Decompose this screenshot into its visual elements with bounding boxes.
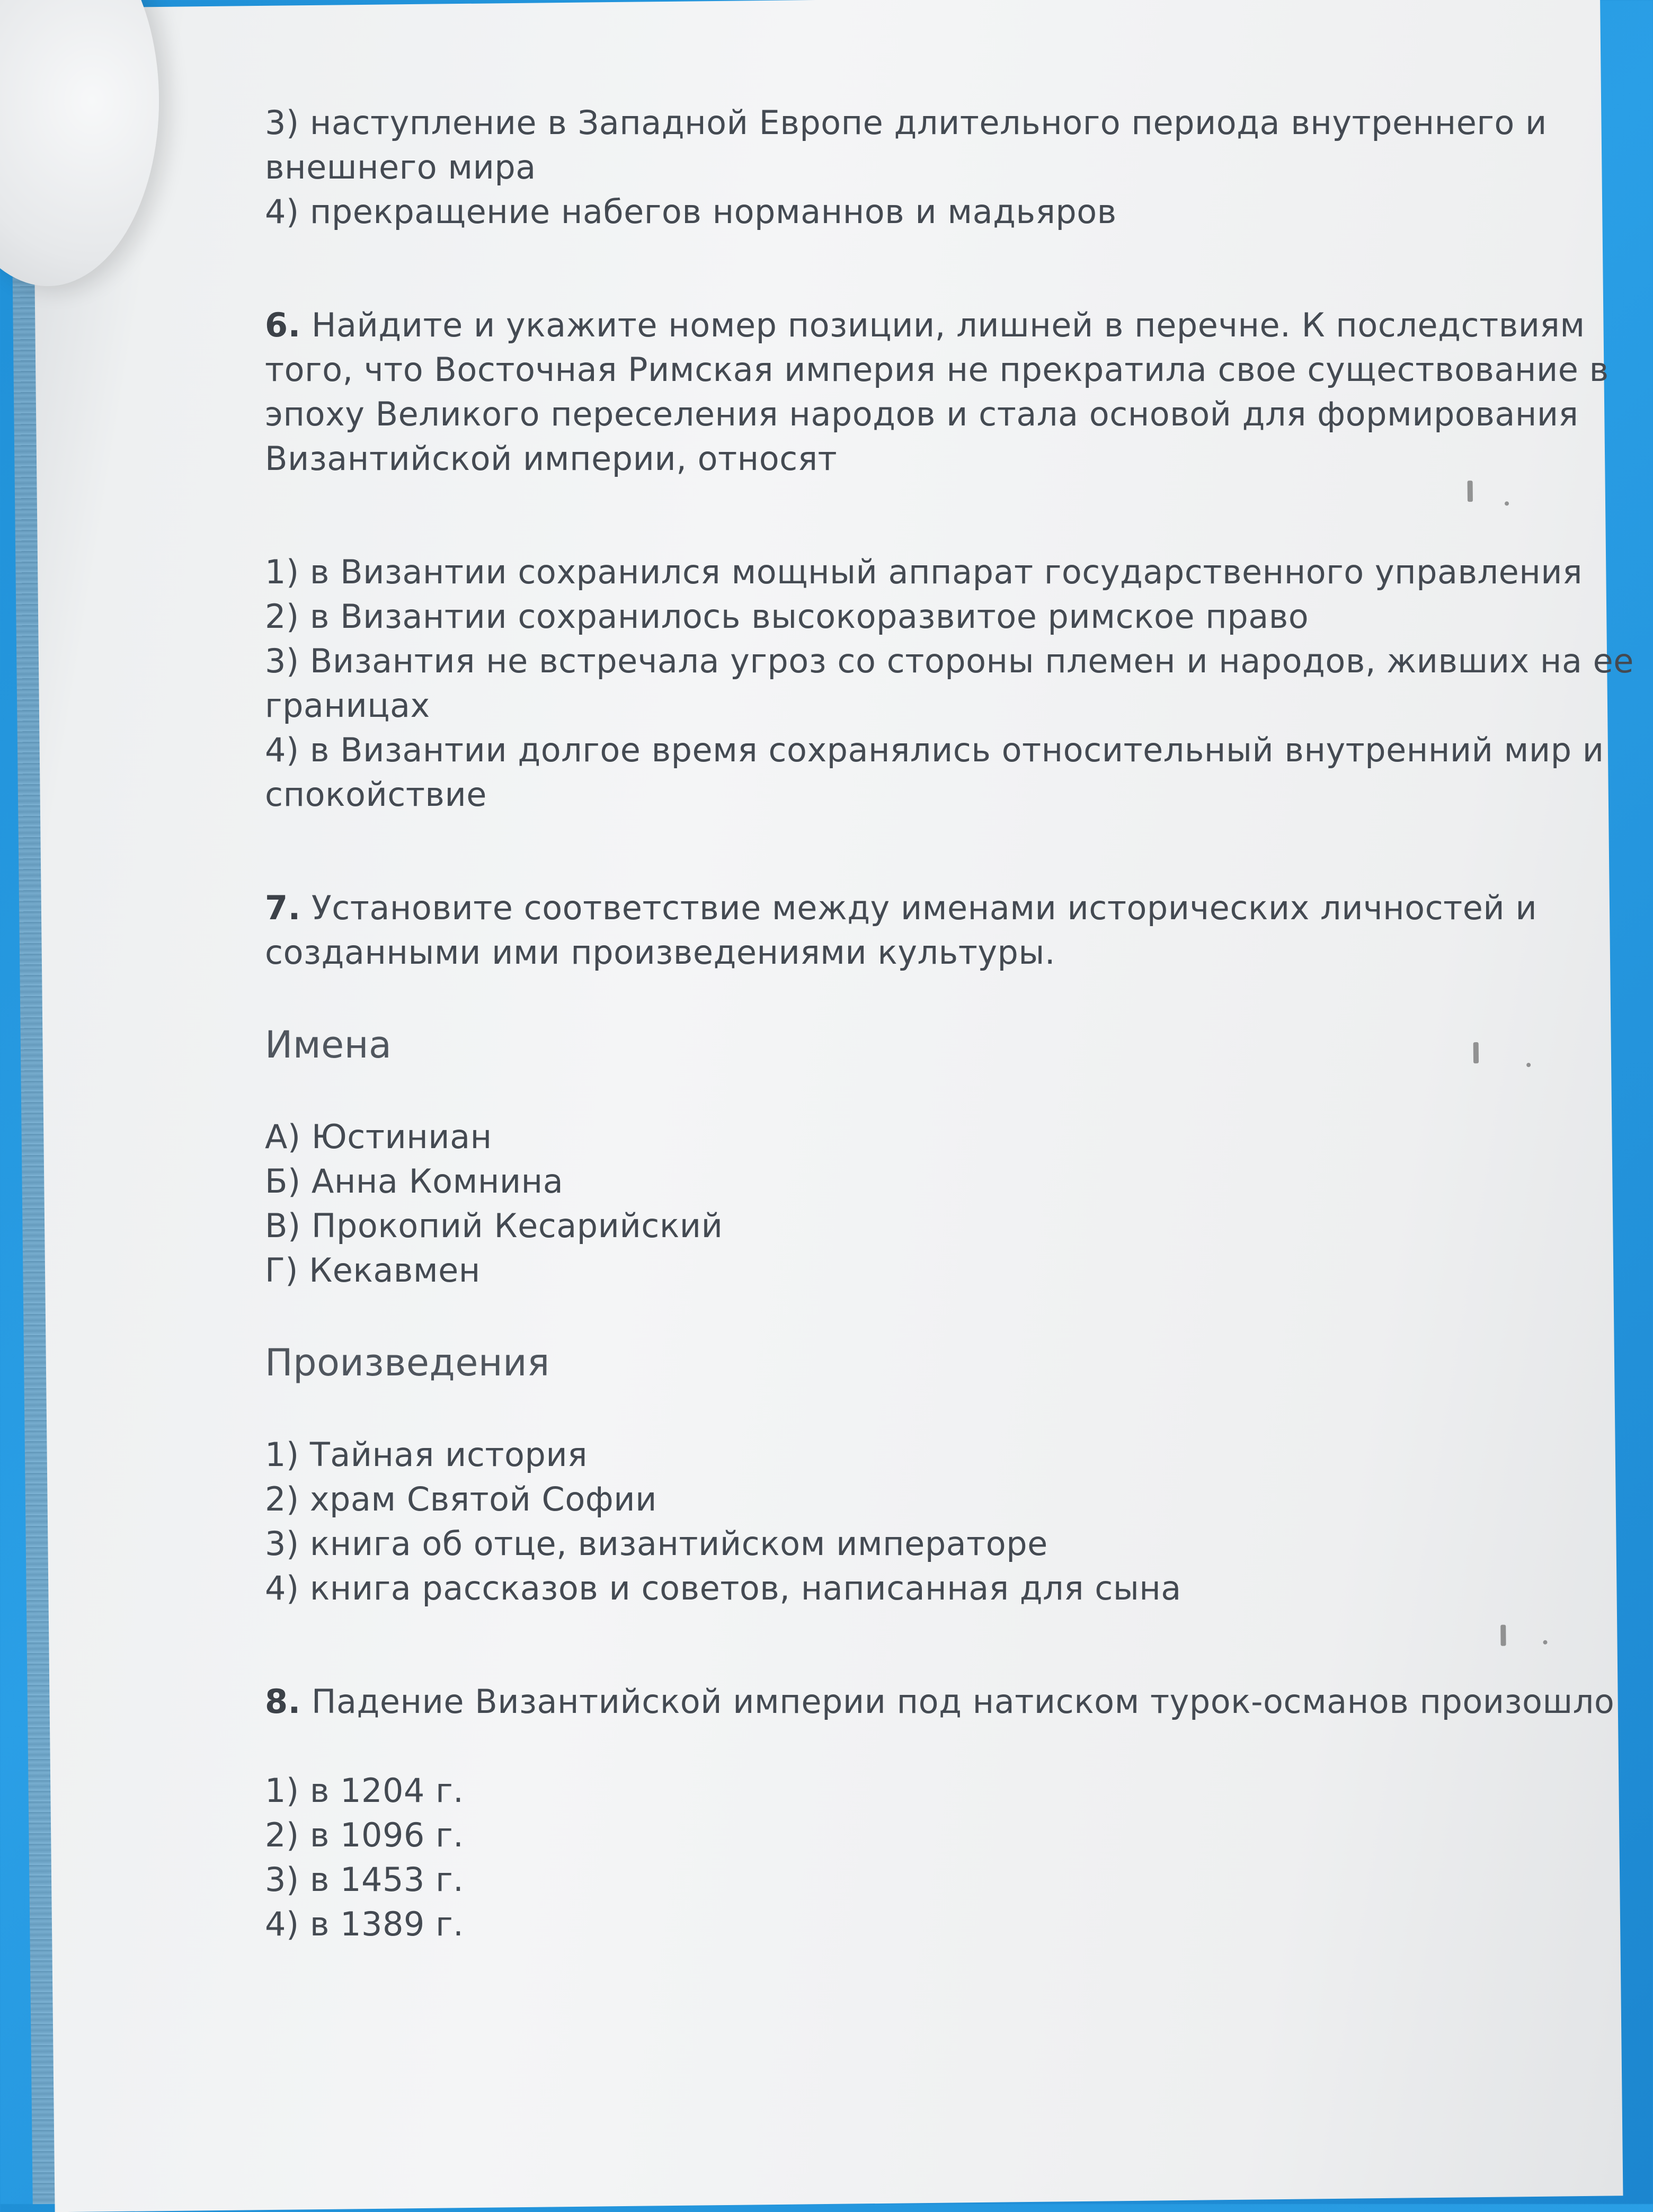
text-line: 4) прекращение набегов норманнов и мадьяров [265,192,1117,231]
question-text: Падение Византийской империи под натиском турок-османов произошло [300,1682,1615,1721]
name-item: Б) Анна Комнина [265,1162,564,1201]
text-line: 3) наступление в Западной Европе длительного периода внутреннего и [265,103,1547,142]
question-text-line [265,303,1585,348]
question-text-line [265,886,1538,930]
question-7 [265,886,1538,1611]
question-number: 6. [265,306,301,344]
answer-option: границах [265,686,430,725]
work-item: 2) храм Святой Софии [265,1480,657,1518]
works-heading: Произведения [265,1341,550,1384]
question-number: 7. [265,889,301,927]
work-item: 3) книга об отце, византийском императоре [265,1524,1048,1563]
question-number: 8. [265,1682,301,1721]
answer-option: 4) в Византии долгое время сохранялись относительный внутренний мир и [265,731,1604,769]
question-text-line: созданными ими произведениями культуры. [265,933,1056,972]
answer-option: 3) в 1453 г. [265,1860,464,1899]
question-6 [265,303,1634,817]
question-text-line: Византийской империи, относят [265,439,838,478]
answer-option: 1) в 1204 г. [265,1771,464,1810]
name-item: Г) Кекавмен [265,1251,481,1290]
document-body [265,101,1634,1947]
work-item: 4) книга рассказов и советов, написанная для сына [265,1569,1181,1607]
answer-option: спокойствие [265,775,487,814]
question-text: Найдите и укажите номер позиции, лишней в перечне. К последствиям [300,306,1585,344]
answer-option: 2) в Византии сохранилось высокоразвитое римское право [265,597,1309,636]
question-text-line [265,1680,1615,1724]
answer-option: 1) в Византии сохранился мощный аппарат государственного управления [265,553,1583,591]
smudge-dot [1543,1640,1547,1645]
answer-option: 2) в 1096 г. [265,1816,464,1854]
text-line: внешнего мира [265,148,536,186]
question-8 [265,1680,1615,1947]
question-5-tail [265,101,1547,234]
smudge-dot [1526,1063,1531,1067]
answer-option: 4) в 1389 г. [265,1905,464,1943]
question-text-line: эпоху Великого переселения народов и стала основой для формирования [265,395,1579,433]
names-heading: Имена [265,1023,392,1067]
question-text-line: того, что Восточная Римская империя не прекратила свое существование в [265,350,1609,389]
work-item: 1) Тайная история [265,1435,588,1474]
name-item: В) Прокопий Кесарийский [265,1206,723,1245]
question-text: Установите соответствие между именами исторических личностей и [300,889,1538,927]
answer-option: 3) Византия не встречала угроз со стороны племен и народов, живших на ее [265,642,1634,680]
name-item: А) Юстиниан [265,1117,492,1156]
